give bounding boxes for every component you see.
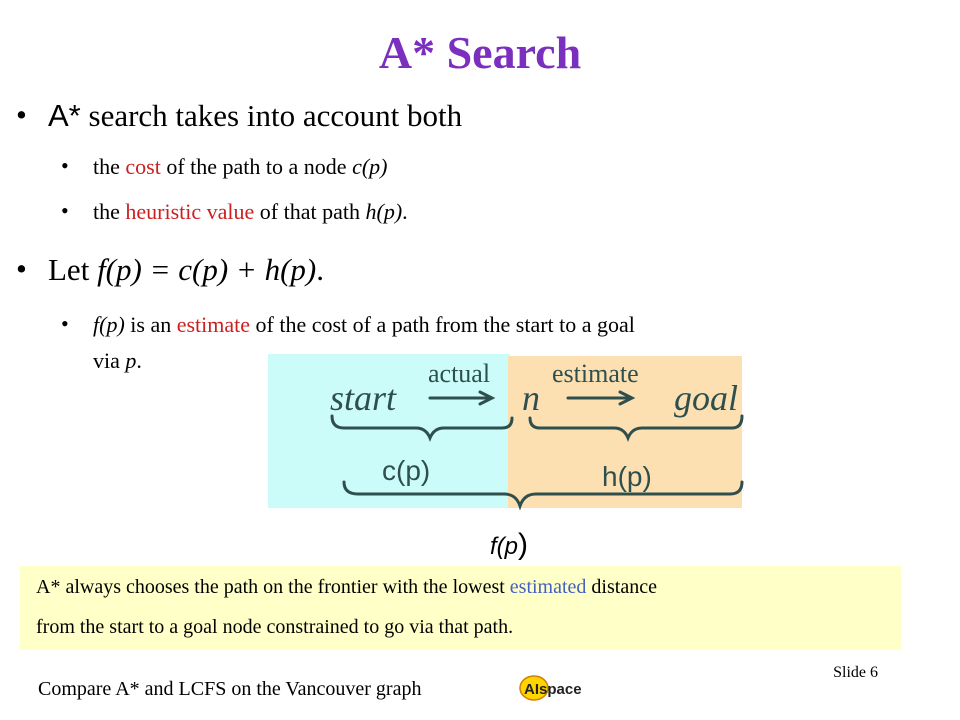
bullet-dot-icon: •	[16, 97, 27, 132]
sub-bullet-cost	[61, 153, 388, 180]
note-line-2: from the start to a goal node constrained to go via that path.	[36, 616, 514, 638]
keyword-cost: cost	[125, 154, 161, 179]
text-segment: is an	[124, 312, 177, 337]
text-segment: distance	[586, 576, 657, 598]
bullet-dot-icon: •	[61, 198, 69, 223]
text-segment: .	[402, 199, 408, 224]
keyword-estimate: estimate	[176, 312, 251, 337]
text-segment: of the path to a node	[160, 154, 353, 179]
formula-fp: f(p)	[93, 312, 125, 337]
footer-link[interactable]: Compare A* and LCFS on the Vancouver graph	[38, 678, 422, 700]
aispace-logo-icon[interactable]	[518, 673, 602, 703]
text-segment: the	[93, 199, 126, 224]
keyword-heuristic: heuristic value	[125, 199, 255, 224]
brace-cp-icon	[332, 416, 512, 438]
text-segment: A* always chooses the path on the frontier with the lowest	[36, 576, 510, 598]
bullet-astar-considers	[16, 97, 463, 134]
formula-cp: c(p)	[352, 154, 388, 179]
formula-hp: h(p)	[365, 199, 403, 224]
label-cp: c(p)	[382, 455, 431, 486]
text-segment: p	[504, 533, 519, 560]
label-n: n	[522, 378, 540, 418]
label-fp	[490, 528, 528, 562]
bullet-dot-icon: •	[16, 251, 27, 286]
label-estimate: estimate	[552, 359, 639, 388]
bullet-prefix: A*	[48, 98, 81, 133]
label-hp: h(p)	[602, 461, 652, 492]
slide-title: A* Search	[378, 27, 582, 78]
bullet-dot-icon: •	[61, 153, 69, 178]
brace-hp-icon	[530, 416, 742, 438]
label-actual: actual	[428, 359, 491, 388]
bullet-let-f	[16, 251, 324, 288]
bullet-text: search takes into account both	[88, 98, 463, 133]
bullet-dot-icon: •	[61, 311, 69, 336]
text-segment: f(	[490, 533, 505, 560]
sub-bullet-heuristic	[61, 198, 408, 225]
formula-p: p	[125, 348, 137, 373]
logo-text: AIspace	[524, 681, 582, 698]
text-segment: )	[518, 528, 529, 561]
slide-number: Slide 6	[833, 664, 878, 681]
text-segment: the	[93, 154, 126, 179]
text-segment: .	[316, 252, 324, 287]
text-segment: Let	[48, 252, 98, 287]
summary-note-box	[20, 566, 901, 650]
text-segment: .	[136, 348, 142, 373]
formula-f-sum: f(p) = c(p) + h(p)	[97, 252, 317, 287]
note-line-1	[36, 576, 657, 599]
text-segment: via	[93, 348, 126, 373]
label-goal: goal	[674, 378, 739, 418]
keyword-estimated: estimated	[509, 576, 587, 598]
text-segment: of that path	[254, 199, 366, 224]
text-segment: of the cost of a path from the start to a goal	[250, 312, 635, 337]
label-start: start	[330, 378, 397, 418]
diagram-svg	[268, 354, 744, 510]
path-cost-diagram	[268, 354, 744, 510]
